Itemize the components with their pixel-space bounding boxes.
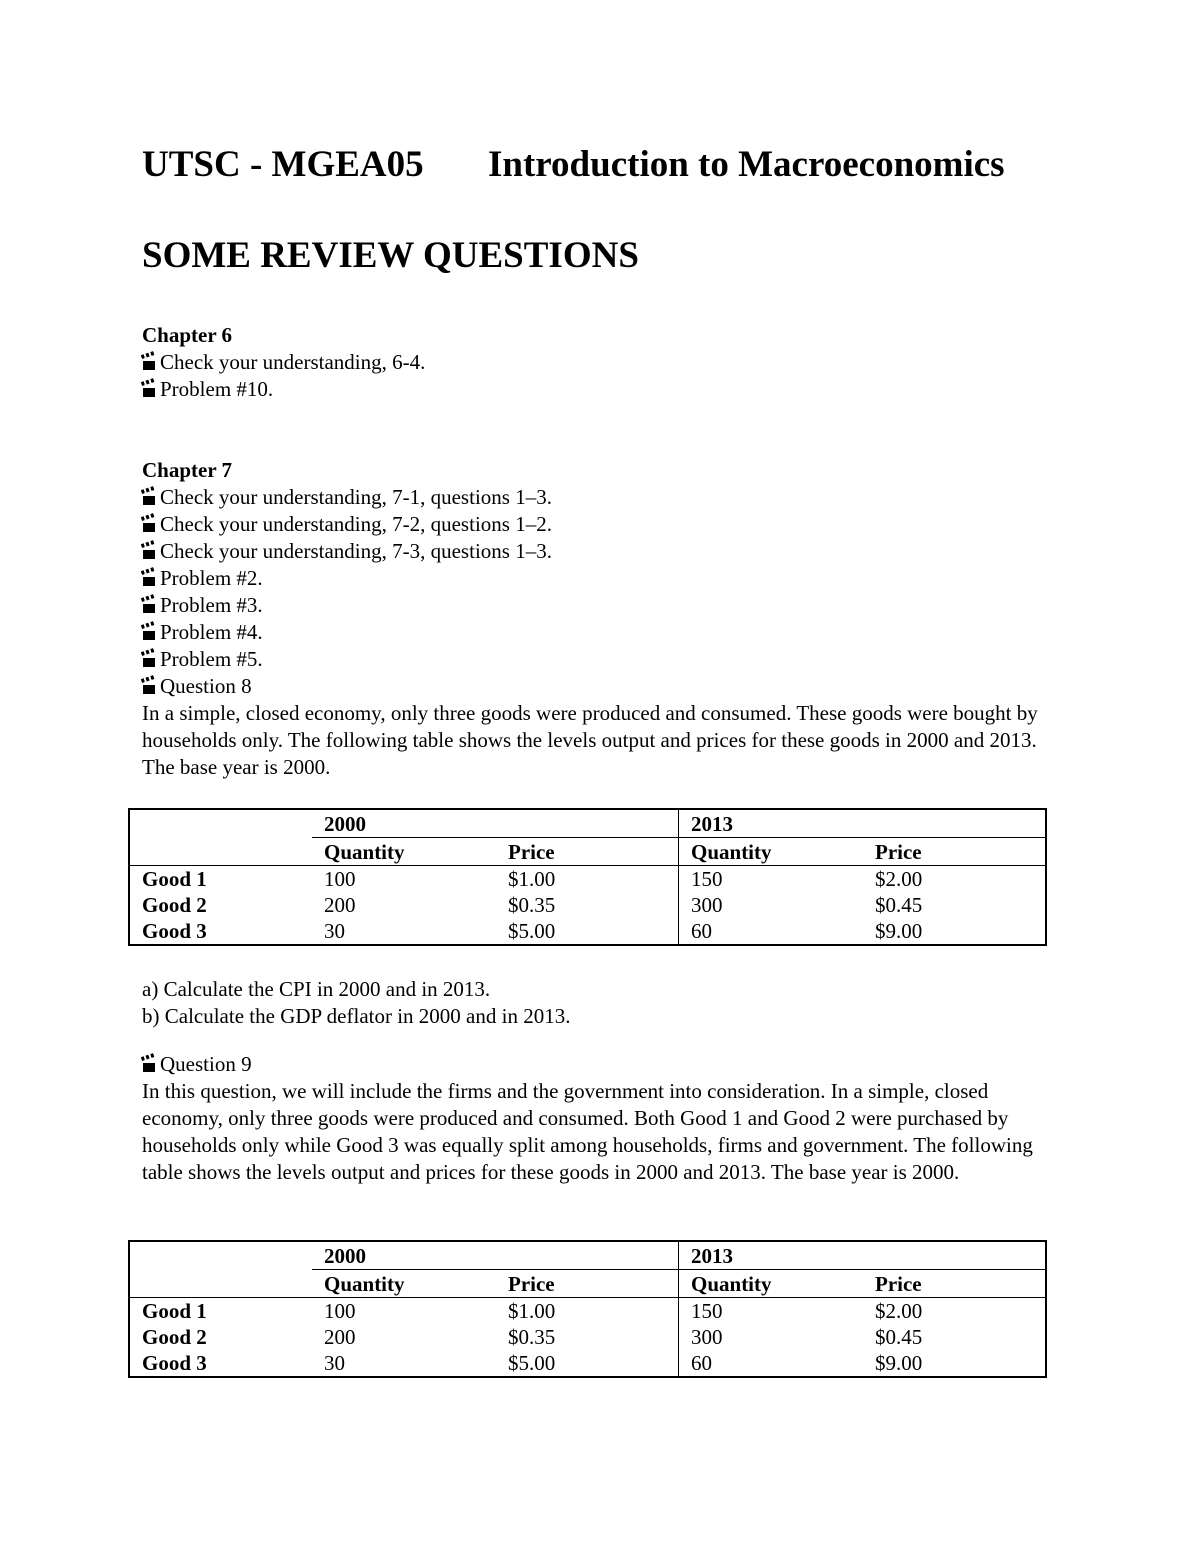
clapperboard-icon bbox=[142, 354, 156, 371]
clapperboard-icon bbox=[142, 489, 156, 506]
column-header: Price bbox=[496, 838, 679, 866]
list-item: Check your understanding, 7-2, questions 1–2. bbox=[142, 511, 1052, 538]
list-item: Problem #2. bbox=[142, 565, 1052, 592]
list-item: Problem #5. bbox=[142, 646, 1052, 673]
column-header: Quantity bbox=[679, 1270, 864, 1298]
question-9-label: Question 9 bbox=[142, 1051, 1052, 1078]
column-header: Price bbox=[863, 1270, 1046, 1298]
list-item: Problem #10. bbox=[142, 376, 1052, 403]
chapter-6-section bbox=[142, 322, 1052, 403]
table-row bbox=[129, 809, 1046, 838]
table-row: Good 2 200 $0.35 300 $0.45 bbox=[129, 892, 1046, 918]
question-8-part-b: b) Calculate the GDP deflator in 2000 and in 2013. bbox=[142, 1004, 571, 1028]
clapperboard-icon bbox=[142, 543, 156, 560]
table-row bbox=[129, 838, 1046, 866]
course-code: UTSC - MGEA05 bbox=[142, 144, 424, 185]
row-label: Good 3 bbox=[142, 919, 207, 943]
chapter-7-section bbox=[142, 457, 1052, 781]
table-row bbox=[129, 1241, 1046, 1270]
document-title bbox=[142, 142, 1062, 188]
table-row: Good 3 30 $5.00 60 $9.00 bbox=[129, 1350, 1046, 1377]
question-9-section bbox=[142, 1051, 1052, 1186]
question-8-text: In a simple, closed economy, only three goods were produced and consumed. These goods were bought by households only. The following table shows the levels output and prices for these goods in 2000 and 2013. The base year is 2000. bbox=[142, 701, 1038, 779]
question-8-label: Question 8 bbox=[142, 673, 1052, 700]
clapperboard-icon bbox=[142, 678, 156, 695]
clapperboard-icon bbox=[142, 624, 156, 641]
clapperboard-icon bbox=[142, 381, 156, 398]
column-header: Price bbox=[496, 1270, 679, 1298]
document-subtitle: SOME REVIEW QUESTIONS bbox=[142, 235, 639, 276]
table-row bbox=[129, 1270, 1046, 1298]
column-header: Quantity bbox=[312, 838, 496, 866]
table-row: Good 1 100 $1.00 150 $2.00 bbox=[129, 866, 1046, 893]
year-header: 2000 bbox=[312, 1241, 679, 1270]
list-item: Check your understanding, 7-3, questions 1–3. bbox=[142, 538, 1052, 565]
clapperboard-icon bbox=[142, 1056, 156, 1073]
course-title: Introduction to Macroeconomics bbox=[488, 144, 1005, 185]
question-9-text: In this question, we will include the firms and the government into consideration. In a simple, closed economy, only three goods were produced and consumed. Both Good 1 and Good 2 were purchased by households only while Good 3 was equally split among households, firms and government. The following table shows the levels output and prices for these goods in 2000 and 2013. The base year is 2000. bbox=[142, 1079, 1033, 1184]
column-header: Quantity bbox=[312, 1270, 496, 1298]
column-header: Quantity bbox=[679, 838, 864, 866]
row-label: Good 2 bbox=[142, 1325, 207, 1349]
row-label: Good 3 bbox=[142, 1351, 207, 1375]
row-label: Good 2 bbox=[142, 893, 207, 917]
chapter-6-heading: Chapter 6 bbox=[142, 323, 233, 347]
question-9-table bbox=[128, 1240, 1047, 1378]
row-label: Good 1 bbox=[142, 867, 207, 891]
clapperboard-icon bbox=[142, 570, 156, 587]
year-header: 2000 bbox=[312, 809, 679, 838]
list-item: Problem #3. bbox=[142, 592, 1052, 619]
question-8-part-a: a) Calculate the CPI in 2000 and in 2013. bbox=[142, 977, 491, 1001]
year-header: 2013 bbox=[679, 1241, 1047, 1270]
list-item: Check your understanding, 7-1, questions 1–3. bbox=[142, 484, 1052, 511]
table-row: Good 1 100 $1.00 150 $2.00 bbox=[129, 1298, 1046, 1325]
chapter-7-heading: Chapter 7 bbox=[142, 458, 233, 482]
table-row: Good 2 200 $0.35 300 $0.45 bbox=[129, 1324, 1046, 1350]
year-header: 2013 bbox=[679, 809, 1047, 838]
column-header: Price bbox=[863, 838, 1046, 866]
list-item: Check your understanding, 6-4. bbox=[142, 349, 1052, 376]
question-8-table bbox=[128, 808, 1047, 946]
question-8-parts bbox=[142, 976, 1052, 1030]
table-row: Good 3 30 $5.00 60 $9.00 bbox=[129, 918, 1046, 945]
clapperboard-icon bbox=[142, 516, 156, 533]
clapperboard-icon bbox=[142, 651, 156, 668]
clapperboard-icon bbox=[142, 597, 156, 614]
list-item: Problem #4. bbox=[142, 619, 1052, 646]
row-label: Good 1 bbox=[142, 1299, 207, 1323]
